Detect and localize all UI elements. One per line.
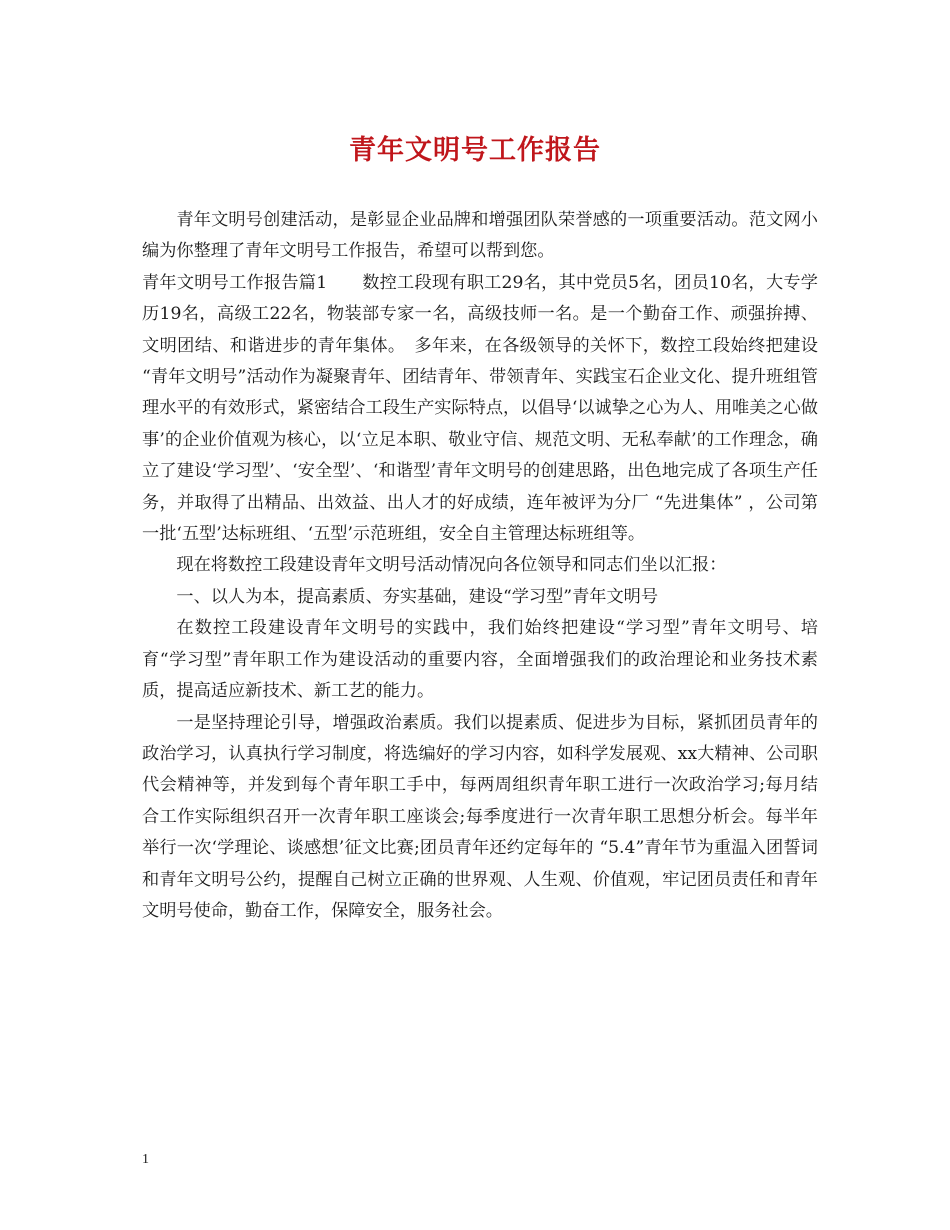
paragraph-report-part1: 青年文明号工作报告篇1 数控工段现有职工29名，其中党员5名，团员10名，大专学历19名，高级工22名，物装部专家一名，高级技师一名。是一个勤奋工作、顽强拚搏、文明团结、和谐进步的青年集体。 多年来，在各级领导的关怀下，数控工段始终把建设 “青年文明号”活动作为凝聚青年、团结青年、带领青年、实践宝石企业文化、提升班组管理水平的有效形式，紧密结合工段生产实际特点，以倡导‘以诚挚之心为人、用唯美之心做事’的企业价值观为核心，以‘立足本职、敬业守信、规范文明、无私奉献’的工作理念，确立了建设‘学习型’、‘安全型’、‘和谐型’青年文明号的创建思路，出色地完成了各项生产任务，并取得了出精品、出效益、出人才的好成绩，连年被评为分厂 “先进集体” ，公司第一批‘五型’达标班组、‘五型’示范班组，安全自主管理达标班组等。 <box>142 272 818 545</box>
page-number: 1 <box>142 1152 149 1167</box>
document-body <box>142 205 818 927</box>
section-heading-1: 一、以人为本，提高素质、夯实基础，建设“学习型”青年文明号 <box>176 586 659 607</box>
paragraph-report-intro: 现在将数控工段建设青年文明号活动情况向各位领导和同志们坐以汇报： <box>176 555 727 576</box>
paragraph-intro: 青年文明号创建活动，是彰显企业品牌和增强团队荣誉感的一项重要活动。范文网小编为你整理了青年文明号工作报告，希望可以帮到您。 <box>142 210 818 262</box>
paragraph-theory: 一是坚持理论引导，增强政治素质。我们以提素质、促进步为目标，紧抓团员青年的政治学习，认真执行学习制度，将选编好的学习内容，如科学发展观、xx大精神、公司职代会精神等，并发到每个青年职工手中，每两周组织青年职工进行一次政治学习;每月结合工作实际组织召开一次青年职工座谈会;每季度进行一次青年职工思想分析会。每半年举行一次‘学理论、谈感想’征文比赛;团员青年还约定每年的 “5.4”青年节为重温入团誓词和青年文明号公约，提醒自己树立正确的世界观、人生观、价值观，牢记团员责任和青年文明号使命，勤奋工作，保障安全，服务社会。 <box>142 712 818 921</box>
paragraph-learning: 在数控工段建设青年文明号的实践中，我们始终把建设“学习型”青年文明号、培育“学习型”青年职工作为建设活动的重要内容，全面增强我们的政治理论和业务技术素质，提高适应新技术、新工艺的能力。 <box>142 618 818 702</box>
page-title: 青年文明号工作报告 <box>349 135 601 166</box>
